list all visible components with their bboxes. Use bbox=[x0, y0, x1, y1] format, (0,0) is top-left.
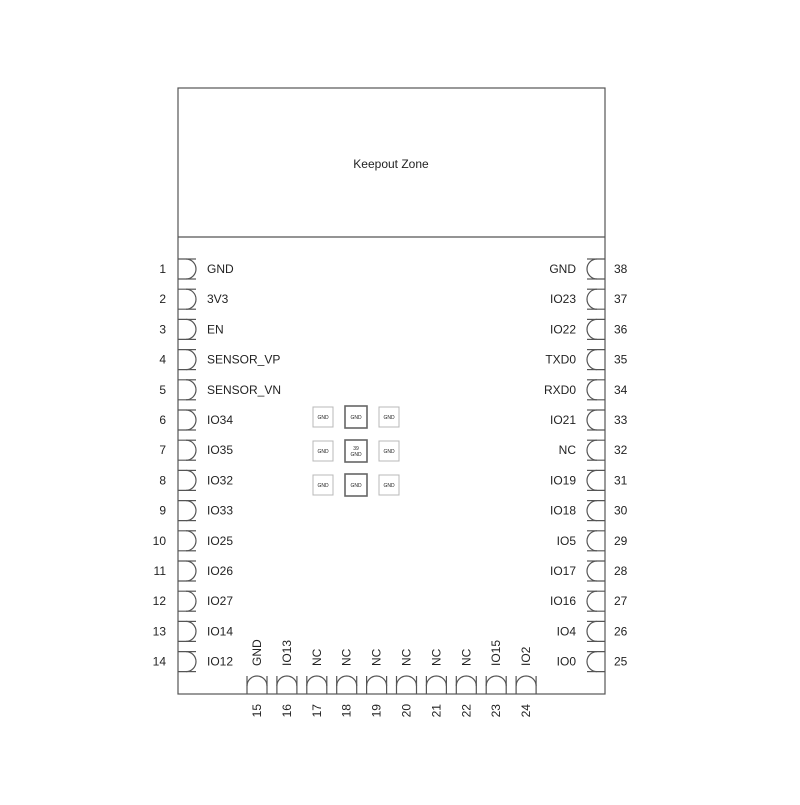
pin-name: GND bbox=[549, 262, 576, 276]
pin-name: IO2 bbox=[519, 646, 534, 666]
pin-name: IO14 bbox=[207, 624, 234, 639]
pin-number: 27 bbox=[614, 594, 628, 609]
pin-name: IO17 bbox=[549, 564, 576, 578]
ground-pad bbox=[313, 407, 333, 427]
pin-32 bbox=[559, 440, 628, 460]
pin-pad bbox=[178, 319, 196, 339]
ground-pad bbox=[379, 475, 399, 495]
pin-number: 33 bbox=[614, 413, 628, 427]
pin-pad bbox=[178, 561, 196, 581]
pin-26 bbox=[557, 621, 628, 641]
pin-pad bbox=[178, 470, 196, 490]
pin-pad bbox=[397, 676, 417, 694]
pin-pad bbox=[587, 440, 605, 460]
pin-pad bbox=[587, 410, 605, 430]
pin-name: NC bbox=[399, 648, 414, 666]
pin-name: IO12 bbox=[207, 654, 234, 669]
keepout-zone-label: Keepout Zone bbox=[353, 157, 429, 171]
pin-pad bbox=[178, 380, 196, 400]
pin-16 bbox=[277, 640, 297, 718]
pin-pad bbox=[178, 621, 196, 641]
ground-pad bbox=[379, 441, 399, 461]
pin-number: 9 bbox=[159, 503, 166, 518]
pin-pad bbox=[178, 259, 196, 279]
pin-number: 8 bbox=[159, 473, 166, 488]
pin-name: IO32 bbox=[207, 473, 234, 488]
pin-pad bbox=[587, 561, 605, 581]
pin-name: SENSOR_VP bbox=[207, 352, 281, 367]
pin-name: GND bbox=[250, 639, 264, 666]
pin-number: 34 bbox=[614, 382, 628, 397]
pin-17 bbox=[307, 648, 327, 717]
pin-name: IO15 bbox=[489, 639, 504, 666]
pad-label: GND bbox=[383, 449, 395, 455]
pin-pad bbox=[587, 259, 605, 279]
pin-pad bbox=[178, 289, 196, 309]
pin-28 bbox=[550, 561, 628, 581]
ground-pad-grid bbox=[313, 406, 399, 496]
pin-name: SENSOR_VN bbox=[207, 382, 282, 397]
pin-number: 28 bbox=[614, 564, 628, 578]
bottom-pin-row bbox=[247, 639, 536, 717]
ground-pad bbox=[313, 441, 333, 461]
pin-12 bbox=[153, 591, 234, 611]
pin-name: IO33 bbox=[207, 503, 234, 518]
pin-number: 2 bbox=[159, 292, 166, 307]
pin-pad bbox=[587, 289, 605, 309]
pin-name: IO13 bbox=[279, 639, 294, 666]
pin-number: 26 bbox=[614, 624, 628, 639]
pad-number: 39 bbox=[353, 446, 359, 452]
pin-pad bbox=[587, 591, 605, 611]
pin-pad bbox=[587, 319, 605, 339]
pin-pad bbox=[587, 531, 605, 551]
pin-name: IO5 bbox=[556, 533, 576, 548]
pin-pad bbox=[587, 470, 605, 490]
pin-pad bbox=[247, 676, 267, 694]
pin-11 bbox=[154, 561, 234, 581]
pin-pad bbox=[337, 676, 357, 694]
pin-number: 16 bbox=[279, 704, 294, 718]
ground-pad bbox=[313, 475, 333, 495]
pin-number: 3 bbox=[159, 322, 166, 337]
pin-25 bbox=[557, 652, 628, 672]
pin-number: 37 bbox=[614, 292, 628, 307]
pad-label: GND bbox=[317, 483, 329, 489]
pin-22 bbox=[456, 648, 476, 717]
pin-pad bbox=[587, 621, 605, 641]
pin-pad bbox=[587, 350, 605, 370]
pin-name: IO22 bbox=[549, 322, 576, 337]
pin-pad bbox=[426, 676, 446, 694]
pin-27 bbox=[550, 591, 628, 611]
pin-36 bbox=[550, 319, 628, 339]
pin-number: 17 bbox=[309, 704, 324, 718]
pin-name: IO34 bbox=[207, 413, 234, 427]
pin-29 bbox=[557, 531, 628, 551]
pin-number: 29 bbox=[614, 533, 628, 548]
pin-number: 11 bbox=[153, 564, 166, 578]
pad-label: GND bbox=[383, 415, 395, 421]
pin-7 bbox=[159, 440, 233, 460]
pin-pad bbox=[178, 652, 196, 672]
pin-38 bbox=[549, 259, 627, 279]
pin-name: IO16 bbox=[549, 594, 576, 609]
pin-name: IO26 bbox=[207, 564, 234, 578]
pin-number: 19 bbox=[369, 704, 384, 718]
pin-pad bbox=[456, 676, 476, 694]
pin-name: GND bbox=[207, 262, 234, 276]
pin-name: IO35 bbox=[207, 443, 234, 458]
pin-name: IO23 bbox=[549, 292, 576, 307]
pin-6 bbox=[159, 410, 233, 430]
pin-number: 23 bbox=[489, 704, 504, 718]
pin-pad bbox=[178, 531, 196, 551]
pin-14 bbox=[153, 652, 234, 672]
pin-pad bbox=[587, 380, 605, 400]
pin-number: 7 bbox=[159, 443, 166, 458]
pin-number: 5 bbox=[159, 382, 166, 397]
pin-number: 36 bbox=[614, 322, 628, 337]
pin-10 bbox=[153, 531, 234, 551]
pin-9 bbox=[159, 501, 233, 521]
pin-number: 32 bbox=[614, 443, 628, 458]
pin-number: 31 bbox=[614, 473, 628, 488]
pin-number: 21 bbox=[429, 704, 444, 718]
pad-label: GND bbox=[317, 449, 329, 455]
pin-number: 13 bbox=[152, 624, 166, 639]
pin-name: NC bbox=[558, 443, 576, 458]
pin-pad bbox=[178, 591, 196, 611]
ground-pad bbox=[345, 474, 367, 496]
pin-pad bbox=[307, 676, 327, 694]
pin-name: 3V3 bbox=[207, 292, 229, 307]
pad-label: GND bbox=[350, 415, 362, 421]
pin-24 bbox=[516, 646, 536, 717]
ground-pad bbox=[345, 440, 367, 462]
pin-pad bbox=[587, 501, 605, 521]
pin-19 bbox=[367, 648, 387, 717]
ground-pad bbox=[379, 407, 399, 427]
pin-8 bbox=[159, 470, 233, 490]
pin-30 bbox=[550, 501, 628, 521]
pin-name: IO19 bbox=[549, 473, 576, 488]
pin-13 bbox=[153, 621, 234, 641]
pad-label: GND bbox=[383, 483, 395, 489]
pad-label: GND bbox=[350, 483, 362, 489]
pin-name: IO4 bbox=[556, 624, 576, 639]
pin-pad bbox=[277, 676, 297, 694]
pin-pad bbox=[178, 350, 196, 370]
pin-number: 38 bbox=[614, 262, 628, 276]
pin-15 bbox=[247, 639, 267, 717]
pin-number: 12 bbox=[152, 594, 166, 609]
pin-number: 18 bbox=[339, 704, 354, 718]
pin-3 bbox=[159, 319, 223, 339]
pin-name: TXD0 bbox=[545, 352, 576, 367]
pin-2 bbox=[159, 289, 228, 309]
pin-number: 22 bbox=[459, 704, 474, 718]
pin-name: IO25 bbox=[207, 533, 234, 548]
pin-number: 30 bbox=[614, 503, 628, 518]
pin-35 bbox=[545, 350, 627, 370]
pin-34 bbox=[544, 380, 628, 400]
pin-number: 1 bbox=[159, 262, 166, 276]
pin-number: 6 bbox=[159, 413, 166, 427]
pin-18 bbox=[337, 648, 357, 717]
ground-pad bbox=[345, 406, 367, 428]
pin-number: 20 bbox=[399, 704, 414, 718]
pin-1 bbox=[159, 259, 234, 279]
pin-name: EN bbox=[207, 322, 224, 337]
pin-name: IO18 bbox=[549, 503, 576, 518]
pin-number: 24 bbox=[519, 704, 534, 718]
pin-pad bbox=[178, 501, 196, 521]
right-pin-column bbox=[544, 259, 628, 672]
pin-pad bbox=[587, 652, 605, 672]
pin-21 bbox=[426, 648, 446, 717]
pin-pad bbox=[367, 676, 387, 694]
pin-number: 4 bbox=[159, 352, 166, 367]
pin-number: 14 bbox=[152, 654, 166, 669]
pin-number: 35 bbox=[614, 352, 628, 367]
pin-pad bbox=[516, 676, 536, 694]
pin-name: NC bbox=[429, 648, 444, 666]
pin-number: 10 bbox=[152, 533, 166, 548]
pin-name: NC bbox=[339, 648, 354, 666]
pin-pad bbox=[178, 440, 196, 460]
pin-name: NC bbox=[369, 648, 384, 666]
pin-pad bbox=[486, 676, 506, 694]
pin-name: NC bbox=[459, 648, 474, 666]
pin-name: IO27 bbox=[207, 594, 234, 609]
pin-20 bbox=[397, 648, 417, 717]
pin-33 bbox=[550, 410, 628, 430]
pin-pad bbox=[178, 410, 196, 430]
pin-31 bbox=[550, 470, 628, 490]
pin-name: RXD0 bbox=[543, 382, 576, 397]
pad-label: GND bbox=[350, 452, 362, 458]
pin-37 bbox=[550, 289, 628, 309]
pin-number: 25 bbox=[614, 654, 628, 669]
left-pin-column bbox=[153, 259, 281, 672]
pin-number: 15 bbox=[250, 704, 264, 718]
pad-label: GND bbox=[317, 415, 329, 421]
pin-name: IO0 bbox=[556, 654, 576, 669]
pin-23 bbox=[486, 640, 506, 718]
pin-name: NC bbox=[309, 648, 324, 666]
pin-name: IO21 bbox=[549, 413, 576, 427]
